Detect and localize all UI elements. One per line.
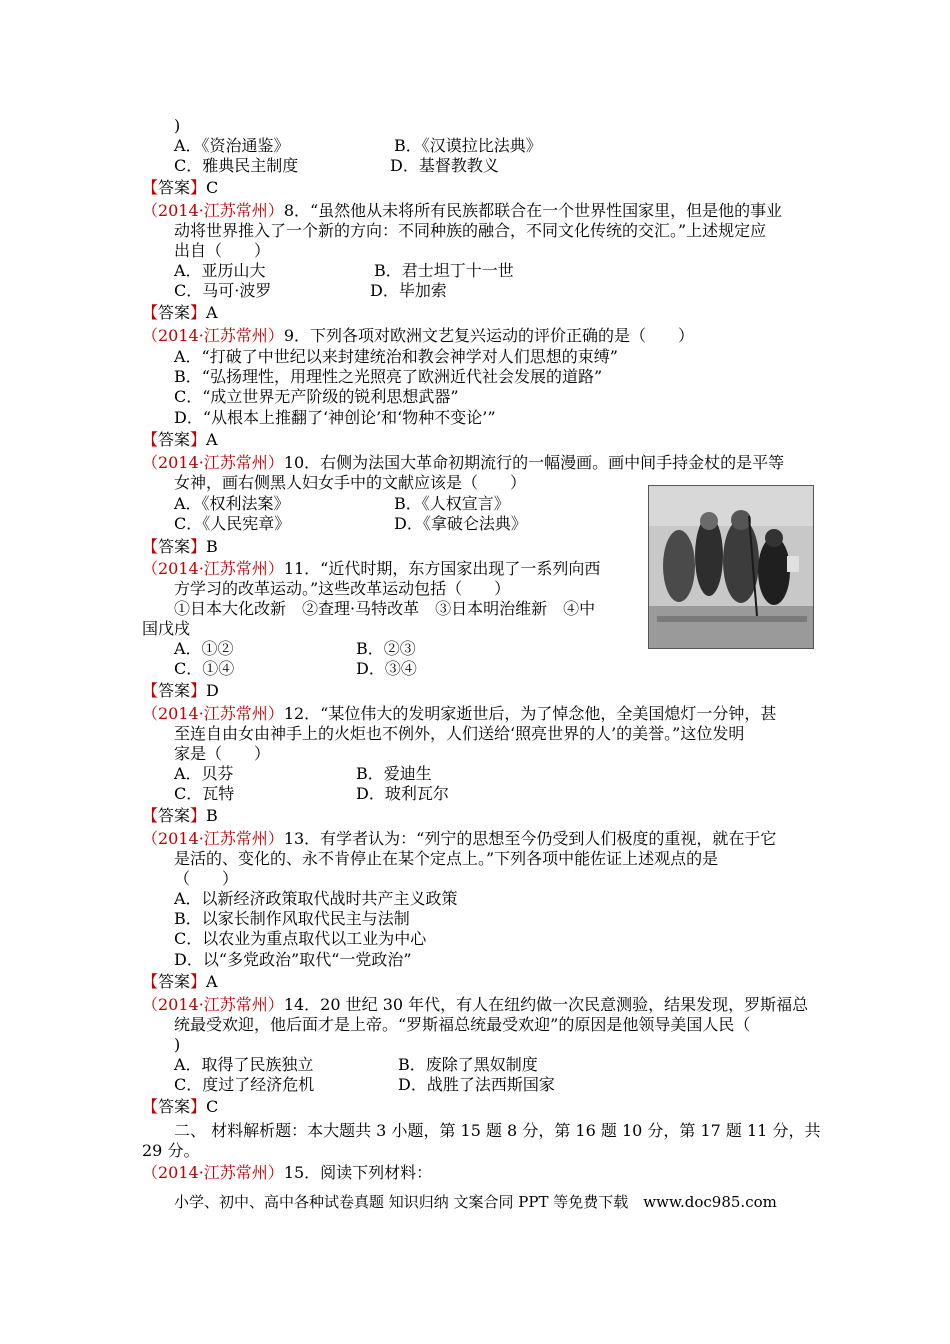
continuation-paren: )	[174, 116, 181, 135]
q9-option-a: A．“打破了中世纪以来封建统治和教会神学对人们思想的束缚”	[174, 347, 618, 366]
q11-stem-line4: 国戊戌	[142, 619, 191, 638]
q13-source: （2014·江苏常州）	[142, 829, 284, 848]
q8-option-c: C．马可·波罗	[174, 281, 272, 300]
q11-option-d: D．③④	[356, 659, 417, 678]
q12-option-c: C．瓦特	[174, 784, 235, 803]
q14-option-c: C．度过了经济危机	[174, 1075, 315, 1094]
q12-stem: （2014·江苏常州）12．“某位伟大的发明家逝世后，为了悼念他，全美国熄灯一分钟，甚	[142, 704, 777, 723]
q11-stem-line2: 方学习的改革运动。”这些改革运动包括（ ）	[174, 579, 511, 598]
q13-option-b: B．以家长制作风取代民主与法制	[174, 909, 410, 928]
q10-source: （2014·江苏常州）	[142, 453, 284, 472]
q10-option-d: D．《拿破仑法典》	[394, 514, 527, 533]
q8-source: （2014·江苏常州）	[142, 201, 284, 220]
q11-option-b: B．②③	[356, 639, 416, 658]
q10-option-c: C．《人民宪章》	[174, 514, 291, 533]
q8-option-d: D．毕加索	[370, 281, 447, 300]
q10-stem: （2014·江苏常州）10．右侧为法国大革命初期流行的一幅漫画。画中间手持金杖的是平等	[142, 453, 785, 472]
q10-stem-line2: 女神，画右侧黑人妇女手中的文献应该是（ ）	[174, 473, 527, 492]
q8-stem-line2: 动将世界推入了一个新的方向：不同种族的融合，不同文化传统的交汇。”上述规定应	[174, 221, 767, 240]
q13-stem-line3: （ ）	[174, 869, 239, 888]
q14-answer: 【答案】C	[142, 1097, 219, 1116]
q11-stem: （2014·江苏常州）11．“近代时期，东方国家出现了一系列向西	[142, 559, 601, 578]
q9-stem: （2014·江苏常州）9．下列各项对欧洲文艺复兴运动的评价正确的是（ ）	[142, 326, 694, 345]
q14-option-b: B．废除了黑奴制度	[398, 1055, 538, 1074]
q12-option-b: B．爱迪生	[356, 764, 432, 783]
q7-option-d: D．基督教教义	[390, 156, 499, 175]
q11-stem-line3: ①日本大化改新 ②查理·马特改革 ③日本明治维新 ④中	[174, 599, 596, 618]
q13-stem-line2: 是活的、变化的、永不肯停止在某个定点上。”下列各项中能佐证上述观点的是	[174, 849, 719, 868]
french-revolution-cartoon-image	[648, 485, 814, 649]
q7-option-c: C．雅典民主制度	[174, 156, 299, 175]
q7-answer: 【答案】C	[142, 178, 219, 197]
q7-option-a: A．《资治通鉴》	[174, 136, 290, 155]
q9-option-c: C．“成立世界无产阶级的锐利思想武器”	[174, 387, 459, 406]
q15-stem: （2014·江苏常州）15．阅读下列材料：	[142, 1163, 433, 1182]
q12-stem-line2: 至连自由女由神手上的火炬也不例外，人们送给‘照亮世界的人’的美誉。”这位发明	[174, 724, 745, 743]
q10-option-a: A．《权利法案》	[174, 494, 290, 513]
q14-option-a: A．取得了民族独立	[174, 1055, 314, 1074]
q11-option-a: A．①②	[174, 639, 234, 658]
q12-stem-line3: 家是（ ）	[174, 744, 271, 763]
q11-answer: 【答案】D	[142, 681, 219, 700]
q13-option-c: C．以农业为重点取代以工业为中心	[174, 929, 427, 948]
q14-stem-line2: 统最受欢迎，他后面才是上帝。“罗斯福总统最受欢迎”的原因是他领导美国人民（	[174, 1015, 751, 1034]
q12-option-a: A．贝芬	[174, 764, 234, 783]
q13-answer: 【答案】A	[142, 972, 218, 991]
q8-answer: 【答案】A	[142, 303, 218, 322]
q13-stem: （2014·江苏常州）13．有学者认为：“列宁的思想至今仍受到人们极度的重视，就在于它	[142, 829, 777, 848]
q7-option-b: B．《汉谟拉比法典》	[394, 136, 542, 155]
q11-option-c: C．①④	[174, 659, 235, 678]
q12-answer: 【答案】B	[142, 806, 218, 825]
q8-option-a: A．亚历山大	[174, 261, 266, 280]
q14-stem: （2014·江苏常州）14．20 世纪 30 年代，有人在纽约做一次民意测验，结果发现，罗斯福总	[142, 995, 809, 1014]
q9-source: （2014·江苏常州）	[142, 326, 284, 345]
q12-option-d: D．玻利瓦尔	[356, 784, 449, 803]
page-footer: 小学、初中、高中各种试卷真题 知识归纳 文案合同 PPT 等免费下载 www.doc985.com	[174, 1193, 777, 1211]
q10-answer: 【答案】B	[142, 537, 218, 556]
q8-option-b: B．君士坦丁十一世	[374, 261, 514, 280]
section2-heading: 二、 材料解析题：本大题共 3 小题，第 15 题 8 分，第 16 题 10 分，第 17 题 11 分，共	[174, 1121, 821, 1140]
q9-option-d: D．“从根本上推翻了‘神创论’和‘物种不变论’”	[174, 408, 496, 427]
section2-heading-line2: 29 分。	[142, 1141, 200, 1160]
q9-option-b: B．“弘扬理性，用理性之光照亮了欧洲近代社会发展的道路”	[174, 367, 603, 386]
q8-stem-line3: 出自（ ）	[174, 241, 271, 260]
q9-answer: 【答案】A	[142, 430, 218, 449]
q10-option-b: B．《人权宣言》	[394, 494, 510, 513]
q14-source: （2014·江苏常州）	[142, 995, 284, 1014]
q12-source: （2014·江苏常州）	[142, 704, 284, 723]
q13-option-d: D．以“多党政治”取代“一党政治”	[174, 950, 412, 969]
q14-option-d: D．战胜了法西斯国家	[398, 1075, 555, 1094]
q11-source: （2014·江苏常州）	[142, 559, 284, 578]
q8-stem: （2014·江苏常州）8．“虽然他从未将所有民族都联合在一个世界性国家里，但是他的事业	[142, 201, 783, 220]
q13-option-a: A．以新经济政策取代战时共产主义政策	[174, 889, 458, 908]
q15-source: （2014·江苏常州）	[142, 1163, 284, 1182]
q14-stem-line3: )	[174, 1035, 181, 1054]
cartoon-illustration	[649, 486, 813, 648]
